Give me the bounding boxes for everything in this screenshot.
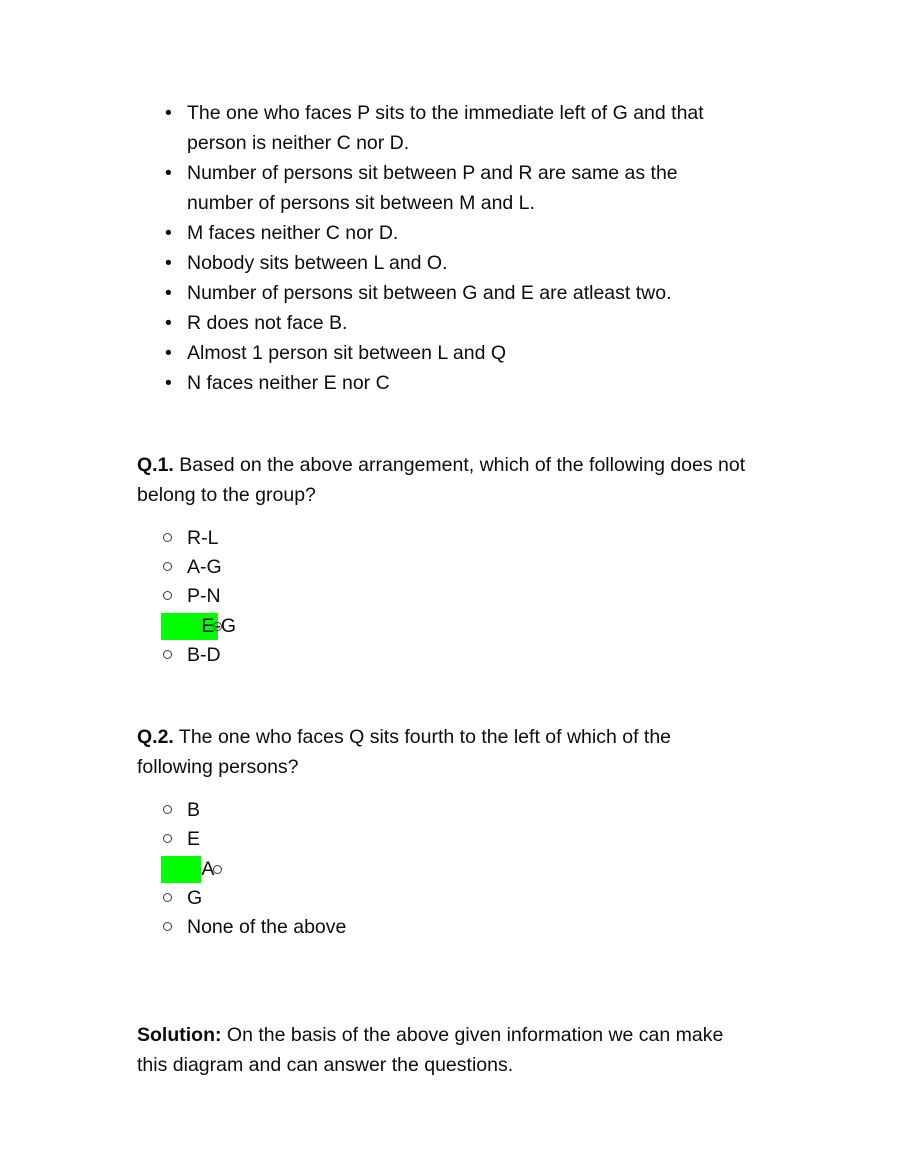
option-item[interactable] xyxy=(137,913,747,942)
question-1-options xyxy=(137,524,747,670)
bullet-dot-icon: • xyxy=(165,312,172,334)
spacer xyxy=(137,398,747,450)
spacer xyxy=(137,510,747,524)
question-1-body: Based on the above arrangement, which of the following does not belong to the group? xyxy=(137,454,746,506)
bullet-dot-icon: • xyxy=(165,102,172,124)
option-item[interactable] xyxy=(137,825,747,854)
option-label: G xyxy=(187,887,203,909)
option-item[interactable] xyxy=(137,641,747,670)
spacer xyxy=(137,782,747,796)
option-label: B-D xyxy=(187,644,221,666)
question-block-2 xyxy=(137,722,747,942)
radio-circle-icon[interactable] xyxy=(163,524,177,553)
condition-item xyxy=(137,248,747,278)
question-1-label: Q.1. xyxy=(137,454,174,476)
option-label: None of the above xyxy=(187,916,347,938)
option-label: B xyxy=(187,799,201,821)
condition-text: R does not face B. xyxy=(187,312,348,334)
option-item[interactable] xyxy=(137,796,747,825)
option-item[interactable] xyxy=(137,884,747,913)
condition-text: M faces neither C nor D. xyxy=(187,222,399,244)
radio-circle-icon[interactable] xyxy=(163,796,177,825)
radio-circle-icon[interactable] xyxy=(163,641,177,670)
radio-circle-icon[interactable] xyxy=(163,553,177,582)
solution-text: On the basis of the above given information we can make this diagram and can answer the questions. xyxy=(137,1024,724,1076)
question-2-label: Q.2. xyxy=(137,726,174,748)
condition-text: Number of persons sit between G and E are atleast two. xyxy=(187,282,672,304)
option-item[interactable] xyxy=(137,524,747,553)
condition-text: Almost 1 person sit between L and Q xyxy=(187,342,507,364)
condition-item xyxy=(137,158,747,218)
bullet-dot-icon: • xyxy=(165,162,172,184)
option-item-highlighted[interactable] xyxy=(137,612,236,641)
question-2-options xyxy=(137,796,747,942)
document-body xyxy=(137,98,747,1080)
option-item-highlighted[interactable] xyxy=(137,855,214,884)
option-label: A xyxy=(201,858,215,880)
condition-item xyxy=(137,218,747,248)
condition-item xyxy=(137,278,747,308)
bullet-dot-icon: • xyxy=(165,222,172,244)
condition-item xyxy=(137,308,747,338)
question-block-1 xyxy=(137,450,747,670)
bullet-dot-icon: • xyxy=(165,252,172,274)
conditions-list xyxy=(137,98,747,398)
question-2-body: The one who faces Q sits fourth to the left of which of the following persons? xyxy=(137,726,672,778)
condition-text: Number of persons sit between P and R are same as the number of persons sit between M and L. xyxy=(187,162,678,214)
option-item[interactable] xyxy=(137,582,747,611)
option-label: A-G xyxy=(187,556,222,578)
question-2-text xyxy=(137,722,747,782)
radio-circle-icon[interactable] xyxy=(163,582,177,611)
radio-circle-icon[interactable] xyxy=(163,884,177,913)
spacer xyxy=(137,670,747,722)
bullet-dot-icon: • xyxy=(165,342,172,364)
option-label: E xyxy=(187,828,201,850)
condition-text: N faces neither E nor C xyxy=(187,372,390,394)
question-1-text xyxy=(137,450,747,510)
spacer xyxy=(137,994,747,1020)
option-label: R-L xyxy=(187,527,219,549)
option-label: E-G xyxy=(201,615,237,637)
option-item[interactable] xyxy=(137,553,747,582)
condition-item xyxy=(137,98,747,158)
solution-paragraph xyxy=(137,1020,747,1080)
bullet-dot-icon: • xyxy=(165,282,172,304)
spacer xyxy=(137,942,747,994)
radio-circle-icon[interactable] xyxy=(163,825,177,854)
condition-text: Nobody sits between L and O. xyxy=(187,252,448,274)
condition-item xyxy=(137,338,747,368)
solution-label: Solution: xyxy=(137,1024,222,1046)
condition-item xyxy=(137,368,747,398)
condition-text: The one who faces P sits to the immediate left of G and that person is neither C nor D. xyxy=(187,102,704,154)
radio-circle-icon[interactable] xyxy=(163,913,177,942)
option-label: P-N xyxy=(187,585,221,607)
answer-highlight xyxy=(161,856,201,883)
bullet-dot-icon: • xyxy=(165,372,172,394)
